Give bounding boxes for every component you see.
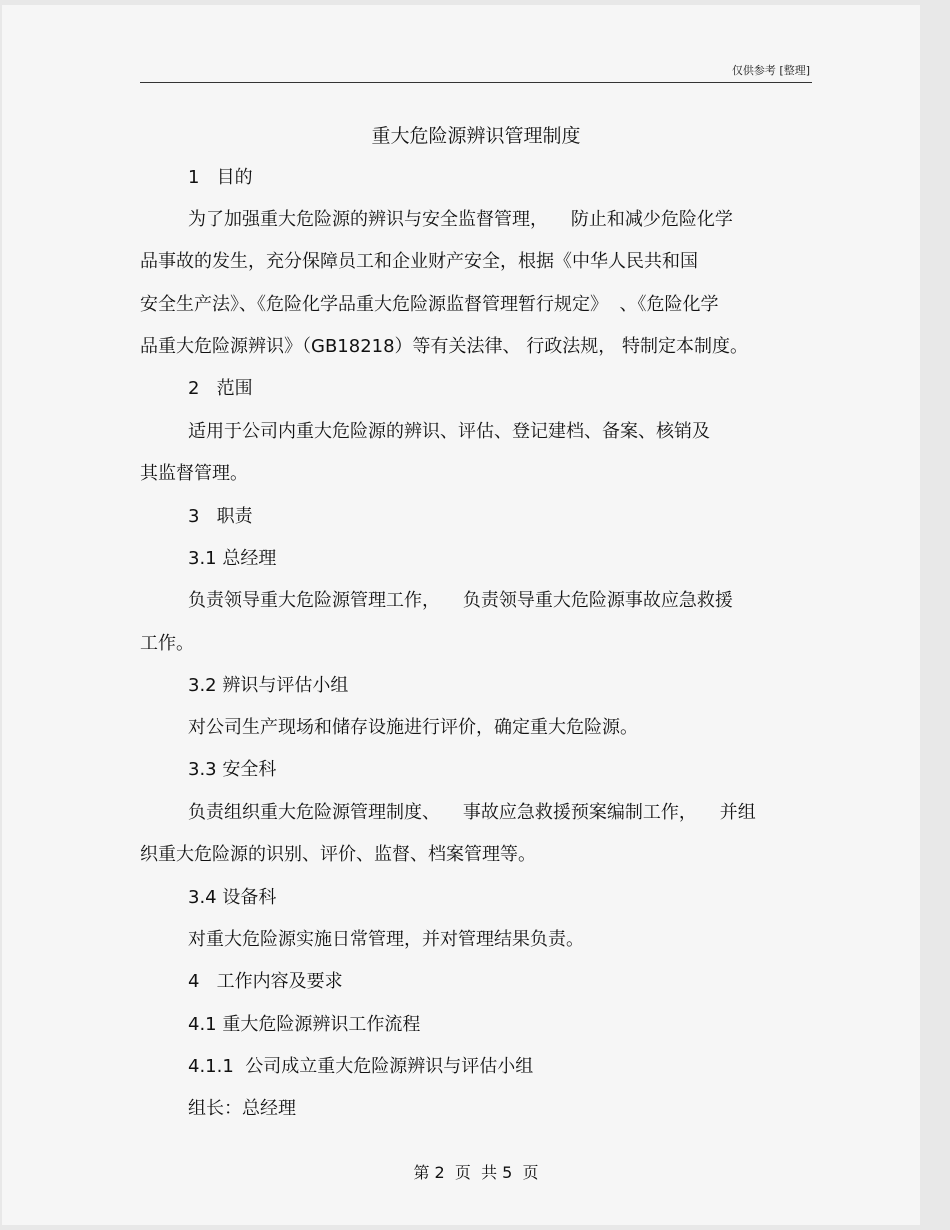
header-rule bbox=[140, 82, 812, 83]
paragraph-line: 品重大危险源辨识》（GB18218）等有关法律、 行政法规， 特制定本制度。 bbox=[140, 336, 748, 357]
paragraph-line: 安全生产法》、《危险化学品重大危险源监督管理暂行规定》 、《危险化学 bbox=[140, 294, 719, 315]
paragraph-line: 负责领导重大危险源管理工作， 负责领导重大危险源事故应急救援 bbox=[188, 590, 733, 611]
document-title: 重大危险源辨识管理制度 bbox=[371, 125, 581, 147]
header-note: 仅供参考 [整理] bbox=[731, 64, 810, 77]
subsection-heading: 4.1.1 公司成立重大危险源辨识与评估小组 bbox=[188, 1056, 534, 1077]
subsection-heading: 3.2 辨识与评估小组 bbox=[188, 675, 349, 696]
paragraph-line: 适用于公司内重大危险源的辨识、评估、登记建档、备案、核销及 bbox=[188, 421, 710, 442]
section-heading: 1 目的 bbox=[188, 167, 253, 188]
paragraph-line: 品事故的发生，充分保障员工和企业财产安全，根据《中华人民共和国 bbox=[140, 251, 698, 272]
paragraph-line: 对重大危险源实施日常管理，并对管理结果负责。 bbox=[188, 929, 584, 950]
paragraph-line: 负责组织重大危险源管理制度、 事故应急救援预案编制工作， 并组 bbox=[188, 802, 756, 823]
paragraph-line: 织重大危险源的识别、评价、监督、档案管理等。 bbox=[140, 844, 536, 865]
paragraph-line: 对公司生产现场和储存设施进行评价，确定重大危险源。 bbox=[188, 717, 638, 738]
page-footer: 第 2 页 共 5 页 bbox=[413, 1163, 539, 1182]
section-heading: 2 范围 bbox=[188, 378, 253, 399]
section-heading: 4 工作内容及要求 bbox=[188, 971, 343, 992]
paragraph-line: 组长：总经理 bbox=[188, 1098, 296, 1119]
paragraph-line: 其监督管理。 bbox=[140, 463, 248, 484]
subsection-heading: 3.1 总经理 bbox=[188, 548, 277, 569]
subsection-heading: 4.1 重大危险源辨识工作流程 bbox=[188, 1014, 421, 1035]
paragraph-line: 工作。 bbox=[140, 633, 194, 654]
subsection-heading: 3.3 安全科 bbox=[188, 759, 277, 780]
subsection-heading: 3.4 设备科 bbox=[188, 887, 277, 908]
paragraph-line: 为了加强重大危险源的辨识与安全监督管理， 防止和减少危险化学 bbox=[188, 209, 733, 230]
document-page bbox=[2, 5, 920, 1225]
section-heading: 3 职责 bbox=[188, 506, 253, 527]
